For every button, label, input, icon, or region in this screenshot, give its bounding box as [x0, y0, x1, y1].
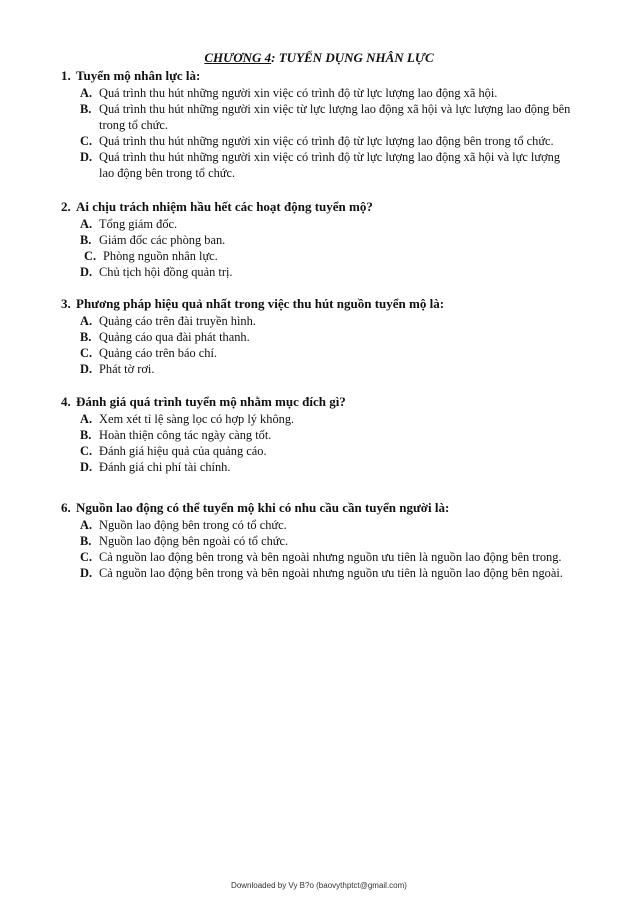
question-6 [0, 499, 638, 581]
question-text: Ai chịu trách nhiệm hầu hết các hoạt động tuyển mộ? [76, 199, 373, 214]
answer-option-a [0, 411, 638, 427]
option-letter: C. [84, 249, 97, 263]
answer-option-c [0, 248, 638, 264]
answer-options [0, 216, 638, 280]
answer-option-c [0, 345, 638, 361]
answer-option-a [0, 517, 638, 533]
option-letter: C. [80, 346, 93, 360]
option-text: Nguồn lao động bên ngoài có tổ chức. [99, 534, 289, 548]
question-text: Phương pháp hiệu quả nhất trong việc thu hút nguồn tuyển mộ là: [76, 296, 445, 311]
option-letter: B. [80, 428, 92, 442]
option-letter: C. [80, 134, 93, 148]
option-text: Phát tờ rơi. [99, 362, 155, 376]
question-list [0, 67, 638, 581]
download-footer: Downloaded by Vy B?o (baovythptct@gmail.com) [231, 881, 407, 890]
option-text: Phòng nguồn nhân lực. [103, 249, 218, 263]
option-text: Tổng giám đốc. [99, 217, 178, 231]
option-text: Đánh giá hiệu quả của quảng cáo. [99, 444, 267, 458]
answer-option-b [0, 101, 638, 133]
question-text: Đánh giá quá trình tuyển mộ nhằm mục đích gì? [76, 394, 346, 409]
option-letter: D. [80, 566, 93, 580]
chapter-title [0, 49, 638, 67]
answer-option-d [0, 459, 638, 475]
question-text: Nguồn lao động có thể tuyển mộ khi có nhu cầu cần tuyển người là: [76, 500, 450, 515]
option-text: Giám đốc các phòng ban. [99, 233, 226, 247]
option-letter: B. [80, 102, 92, 116]
option-text: Cả nguồn lao động bên trong và bên ngoài nhưng nguồn ưu tiên là nguồn lao động bên trong. [99, 550, 562, 564]
option-letter: D. [80, 265, 93, 279]
answer-option-c [0, 133, 638, 149]
answer-option-d [0, 565, 638, 581]
option-text: Đánh giá chi phí tài chính. [99, 460, 231, 474]
question-4 [0, 393, 638, 475]
option-letter: B. [80, 330, 92, 344]
answer-option-c [0, 549, 638, 565]
answer-option-b [0, 533, 638, 549]
question-number: 6. [61, 500, 71, 515]
question-1 [0, 67, 638, 181]
question-3 [0, 295, 638, 377]
option-letter: A. [80, 518, 93, 532]
option-text: Quảng cáo qua đài phát thanh. [99, 330, 250, 344]
option-letter: D. [80, 460, 93, 474]
chapter-label: CHƯƠNG 4 [204, 50, 272, 65]
option-letter: D. [80, 362, 93, 376]
option-letter: C. [80, 444, 93, 458]
answer-option-d [0, 361, 638, 377]
question-text: Tuyển mộ nhân lực là: [76, 68, 201, 83]
option-text: Hoàn thiện công tác ngày càng tốt. [99, 428, 272, 442]
answer-options [0, 411, 638, 475]
answer-option-c [0, 443, 638, 459]
chapter-name: : TUYỂN DỤNG NHÂN LỰC [271, 50, 434, 65]
answer-option-d [0, 264, 638, 280]
option-text: Quá trình thu hút những người xin việc có trình độ từ lực lượng lao động xã hội. [99, 86, 498, 100]
answer-option-b [0, 427, 638, 443]
option-text: Xem xét tỉ lệ sàng lọc có hợp lý không. [99, 412, 295, 426]
answer-option-b [0, 329, 638, 345]
option-letter: A. [80, 86, 93, 100]
option-text: Nguồn lao động bên trong có tổ chức. [99, 518, 287, 532]
answer-option-d [0, 149, 638, 181]
answer-option-b [0, 232, 638, 248]
option-text: Quảng cáo trên đài truyền hình. [99, 314, 256, 328]
option-text: Quá trình thu hút những người xin việc từ lực lượng lao động xã hội và lực lượng lao động bên trong tổ chức. [99, 102, 571, 132]
option-letter: D. [80, 150, 93, 164]
option-letter: B. [80, 534, 92, 548]
question-number: 2. [61, 199, 71, 214]
answer-option-a [0, 313, 638, 329]
option-text: Chủ tịch hội đồng quản trị. [99, 265, 233, 279]
option-letter: A. [80, 314, 93, 328]
question-number: 1. [61, 68, 71, 83]
option-text: Cả nguồn lao động bên trong và bên ngoài nhưng nguồn ưu tiên là nguồn lao động bên ngoài. [99, 566, 563, 580]
answer-option-a [0, 85, 638, 101]
option-text: Quá trình thu hút những người xin việc có trình độ từ lực lượng lao động xã hội và lực lượng lao động bên trong tổ chức. [99, 150, 561, 180]
option-letter: C. [80, 550, 93, 564]
answer-options [0, 313, 638, 377]
question-2 [0, 198, 638, 280]
question-number: 4. [61, 394, 71, 409]
option-letter: B. [80, 233, 92, 247]
question-number: 3. [61, 296, 71, 311]
answer-option-a [0, 216, 638, 232]
option-letter: A. [80, 217, 93, 231]
option-text: Quá trình thu hút những người xin việc có trình độ từ lực lượng lao động bên trong tổ chức. [99, 134, 554, 148]
option-letter: A. [80, 412, 93, 426]
answer-options [0, 517, 638, 581]
option-text: Quảng cáo trên báo chí. [99, 346, 218, 360]
answer-options [0, 85, 638, 181]
